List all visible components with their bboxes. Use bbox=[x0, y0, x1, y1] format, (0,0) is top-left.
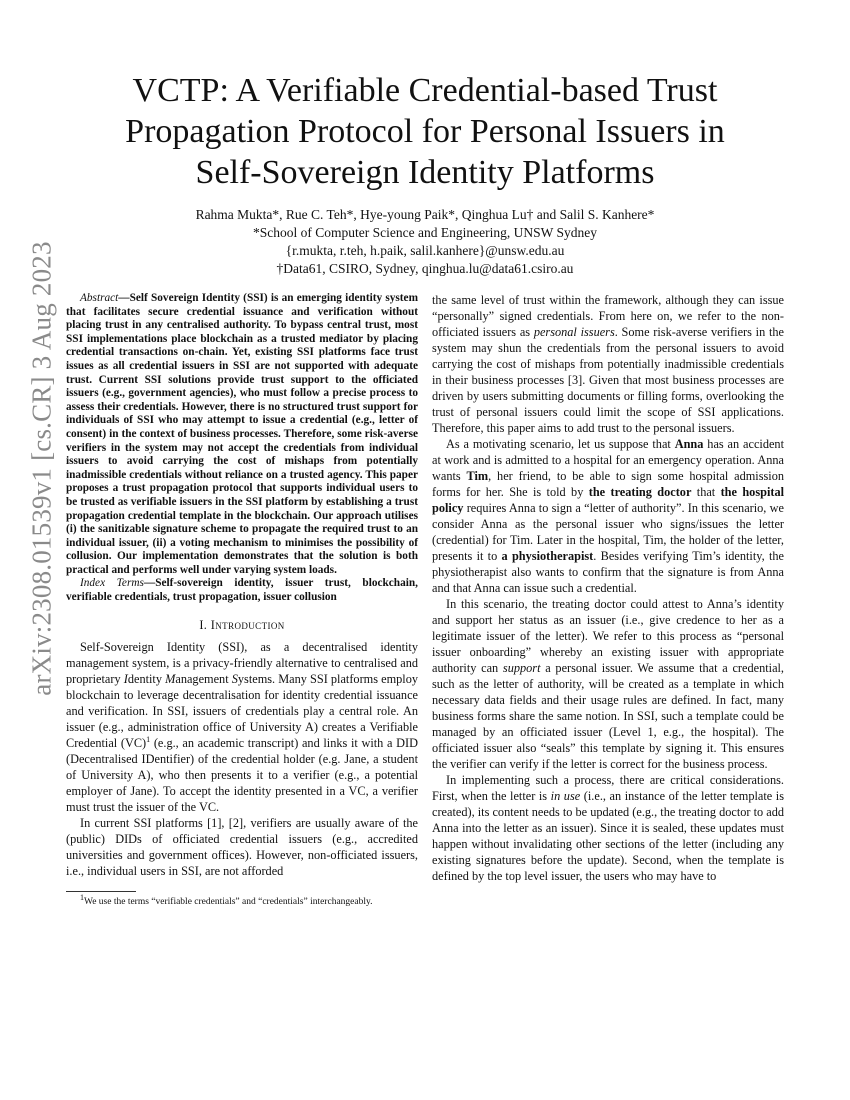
author-block bbox=[90, 206, 760, 278]
affiliation-csiro: †Data61, CSIRO, Sydney, qinghua.lu@data61.csiro.au bbox=[276, 261, 574, 276]
body-paragraph-4 bbox=[432, 772, 784, 884]
footnote bbox=[66, 892, 418, 908]
bold-run: a physiotherapist bbox=[501, 549, 594, 563]
footnote-marker[interactable]: 1 bbox=[146, 734, 151, 744]
abstract-text: —Self Sovereign Identity (SSI) is an emerging identity system that facilitates secure credential issuance and verification without placing trust in any centralised authority. To bypass central trust, most SSI implementations place blockchain as a trusted mediator by placing credential transactions on-chain. Yet, existing SSI platforms face trust issues as all credential issuers in SSI are not supported with adequate trust. Current SSI solutions provide trust support to the officiated issuers (e.g., government agencies), who must follow a precise process to assess their credentials. However, there is no structured trust support for individuals of SSI who may attempt to issue a credential (e.g., letter of consent) in the context of business processes. Therefore, some risk-averse verifiers in the system may not accept the credentials from individual issuers to avoid carrying the cost of mishaps from potentially inadmissible credentials without reliance on a trusted agency. This paper proposes a trust propagation protocol that supports individual users to be trusted as verifiable issuers in the SSI platform by establishing a trust propagation credential template in the blockchain. Our approach utilises (i) the sanitizable signature scheme to propagate the required trust to an individual issuer, (ii) a voting mechanism to minimises the possibility of collusion. Our implementation demonstrates that the solution is both practical and performs well under varying system loads. bbox=[66, 292, 418, 576]
italic-run: I bbox=[123, 671, 128, 686]
intro-paragraph-1 bbox=[66, 639, 418, 815]
left-column bbox=[66, 292, 418, 908]
text-run: has an accident at work and is admitted to a hospital for an emergency operation. Anna wants bbox=[432, 437, 784, 483]
text-run: . Some risk-averse verifiers in the system may shun the credentials from the personal issuers to avoid carrying the cost of mishaps from potentially inadmissible credentials in their business processes [3]. Given that most business processes are driven by users submitting documents or filling forms, overlooking the trust of personal issuers could limit the scope of SSI applications. Therefore, this paper aims to add trust to the personal issuers. bbox=[432, 325, 784, 435]
text-run: (e.g., an academic transcript) and links it with a DID (Decentralised IDentifier) of the credential holder (e.g. Jane, a student of University A), who then presents it to a verifier (e.g., a potential employer of Jane). To accept the identity presented in a VC, a verifier must trust the issuer of the VC. bbox=[66, 735, 418, 814]
bold-run: Anna bbox=[674, 437, 704, 451]
bold-run: Tim bbox=[466, 469, 489, 483]
paper-title: VCTP: A Verifiable Credential-based Trust Propagation Protocol for Personal Issuers in Self-Sovereign Identity Platforms bbox=[125, 72, 725, 191]
text-run: As a motivating scenario, let us suppose that bbox=[446, 437, 675, 451]
index-terms-text: —Self-sovereign identity, issuer trust, blockchain, verifiable credentials, trust propagation, issuer collusion bbox=[66, 577, 418, 604]
text-run: ystems. Many SSI platforms employ blockchain to leverage decentralisation for identity credential issuance and verification. In SSI, issuers of credentials play a central role. An issuer (e.g., administration office of University A) creates a Verifiable Credential (VC) bbox=[66, 671, 419, 750]
intro-paragraph-2: In current SSI platforms [1], [2], verifiers are usually aware of the (public) DIDs of officiated credential issuers (e.g., accredited universities and government offices). However, non-officiated issuers, i.e., individual users in SSI, are not afforded bbox=[66, 815, 418, 878]
text-run: requires Anna to sign a “letter of authority”. In this scenario, we consider Anna as the personal issuer who signs/issues the letter (credential) for Tim. Later in the hospital, Tim, the holder of the letter, presents it to bbox=[432, 501, 784, 563]
italic-run: M bbox=[165, 671, 176, 686]
abstract-label: Abstract bbox=[80, 292, 119, 304]
text-run: In this scenario, the treating doctor could attest to Anna’s identity and support her status as an issuer (i.e., give credence to her as a legitimate issuer of the letter). We refer to this process as “personal issuer onboarding” whereby an existing issuer with appropriate authority can bbox=[432, 597, 784, 675]
section-title: Introduction bbox=[210, 617, 285, 632]
text-run: Self-Sovereign Identity (SSI), as a decentralised identity management system, is a privacy-friendly alternative to centralised and proprietary bbox=[66, 639, 418, 686]
author-emails: {r.mukta, r.teh, h.paik, salil.kanhere}@unsw.edu.au bbox=[285, 243, 565, 258]
italic-run: in use bbox=[550, 789, 581, 803]
text-run: . Besides verifying Tim’s identity, the physiotherapist also wants to confirm that the signature is from Anna and that Anna can issue such a credential. bbox=[432, 549, 784, 595]
text-run: that bbox=[691, 485, 721, 499]
abstract bbox=[66, 292, 418, 577]
footnote-divider bbox=[66, 891, 136, 892]
text-run: anagement bbox=[175, 671, 232, 686]
text-run: In implementing such a process, there are critical considerations. First, when the letter is bbox=[432, 773, 784, 803]
author-names: Rahma Mukta*, Rue C. Teh*, Hye-young Paik*, Qinghua Lu† and Salil S. Kanhere* bbox=[195, 207, 655, 222]
index-terms-label: Index Terms bbox=[80, 577, 144, 590]
affiliation-unsw: *School of Computer Science and Engineering, UNSW Sydney bbox=[253, 225, 597, 240]
text-run: , her friend, to be able to sign some hospital admission forms for her. She is told by bbox=[432, 469, 785, 499]
arxiv-id-text: arXiv:2308.01539v1 [cs.CR] 3 Aug 2023 bbox=[26, 240, 57, 696]
italic-run: support bbox=[502, 661, 541, 675]
text-run: dentity bbox=[127, 671, 166, 686]
arxiv-identifier-stamp bbox=[22, 240, 62, 696]
bold-run: the treating doctor bbox=[588, 485, 692, 499]
footnote-text: We use the terms “verifiable credentials” and “credentials” interchangeably. bbox=[84, 896, 373, 907]
bold-run: the hospital policy bbox=[432, 485, 785, 515]
body-paragraph-3 bbox=[432, 596, 784, 772]
footnote-mark: 1 bbox=[80, 892, 84, 902]
body-paragraph-2 bbox=[432, 436, 784, 596]
text-run: the same level of trust within the framework, although they can issue “personally” signed credentials. From here on, we refer to the non-officiated issuers as bbox=[432, 293, 784, 339]
italic-run: S bbox=[231, 671, 238, 686]
italic-run: personal issuers bbox=[533, 325, 615, 339]
section-number: I. bbox=[199, 617, 208, 632]
text-run: (i.e., an instance of the letter template is created), its content needs to be updated (e.g., the treating doctor to add Anna into the letter as an issuer). Since it is sealed, these updates must happen without invalidating other sections of the letter (including any existing signatures before the update). Second, when the template is defined by the top level issuer, the users who may have to bbox=[432, 789, 785, 883]
body-paragraph-1 bbox=[432, 292, 784, 436]
right-column bbox=[432, 292, 784, 884]
text-run: a personal issuer. We assume that a credential, such as the letter of authority, will be created as a template in which necessary data fields and their usage rules are defined. In fact, many business forms share the same notion. In SSI, such a template could be managed by an officiated issuer (Level 1, e.g., the hospital). The officiated issuer also “seals” this template by signing it. This ensures the verifier can verify if the letter is correct for the business process. bbox=[432, 661, 785, 771]
index-terms bbox=[66, 577, 418, 604]
section-heading-introduction bbox=[66, 617, 418, 633]
